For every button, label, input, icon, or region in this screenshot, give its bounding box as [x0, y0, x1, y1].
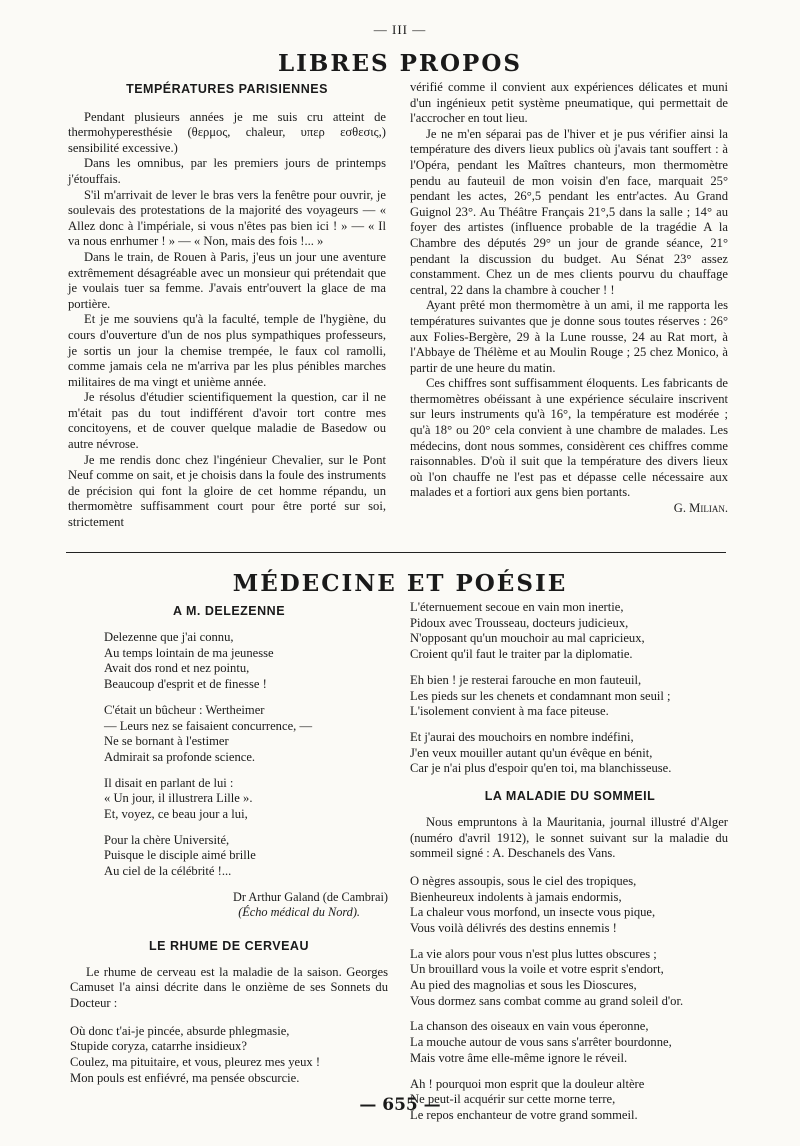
- stanza: [410, 1019, 730, 1066]
- paragraph: Ces chiffres sont suffisamment éloquents. Les fabricants de thermomètres obéissant à une expérience séculaire inscrivent sur leurs instruments qu'à 16°, la température est modérée ; qu'à 18° ou 20° cela convient à une chambre de malades. Les médecins, dont nous sommes, considèrent ces chiffres comme raisonnables. D'où il suit que la température des divers lieux où l'on chauffe ne l'est pas et dépasse celle nécessaire aux malades et a fortiori aux gens bien portants.: [410, 376, 728, 500]
- verse-line: Avait dos rond et nez pointu,: [104, 661, 250, 676]
- verse-line: Croient qu'il faut le traiter par la diplomatie.: [410, 647, 633, 662]
- libres-right-text: [410, 127, 728, 501]
- verse-line: — Leurs nez se faisaient concurrence, —: [104, 718, 313, 733]
- paragraph: Je me rendis donc chez l'ingénieur Chevalier, sur le Pont Neuf comme on sait, et je choisis dans la foule des instruments de précision qui font la gloire de cet homme répandu, un thermomètre suffisamment court pour être porté sur soi, strictement: [68, 452, 386, 530]
- verse-line: Stupide coryza, catarrhe insidieux?: [70, 1039, 247, 1054]
- sommeil-intro: Nous empruntons à la Mauritania, journal illustré d'Alger (numéro d'avril 1912), le sonnet suivant sur la maladie du sommeil signé : A. Deschanels des Vans.: [410, 815, 728, 861]
- rhume-title: LE RHUME DE CERVEAU: [149, 938, 309, 953]
- rhume-intro: Le rhume de cerveau est la maladie de la saison. Georges Camuset l'a ainsi décrite dans le onzième de ses Sonnets du Docteur :: [70, 964, 388, 1011]
- delezenne-poem: [70, 630, 388, 880]
- libres-right-column: [410, 80, 728, 517]
- temperatures-subtitle: TEMPÉRATURES PARISIENNES: [126, 82, 328, 96]
- verse-line: Et, voyez, ce beau jour a lui,: [104, 807, 248, 822]
- verse-line: Vous dormez sans combat comme au grand soleil d'or.: [410, 993, 684, 1008]
- verse-line: Eh bien ! je resterai farouche en mon fauteuil,: [410, 672, 642, 687]
- rhume-intro-wrap: [70, 965, 388, 1012]
- stanza: [70, 1024, 388, 1087]
- paragraph: Dans le train, de Rouen à Paris, j'eus un jour une aventure extrêmement désagréable avec un monsieur qui prétendait que je voulais tuer sa femme. J'avais entr'ouvert la glace de ma portière.: [68, 249, 386, 311]
- verse-line: O nègres assoupis, sous le ciel des tropiques,: [410, 873, 637, 888]
- delezenne-source: (Écho médical du Nord).: [238, 905, 360, 920]
- verse-line: Mais votre âme elle-même ignore le réveil.: [410, 1050, 628, 1065]
- paragraph: Je ne m'en séparai pas de l'hiver et je pus vérifier ainsi la température des divers lieux publics où j'avais tant souffert : à l'Opéra, pendant les Maîtres chanteurs, mon thermomètre pendu au fauteuil de mon voisin d'en face, marquait 25° pendant les actes, 26°,5 pendant les entr'actes. Au Grand Guignol 23°. Au Théâtre Français 21°,5 dans la salle ; 14° au foyer des artistes (influence probable de la tragédie A la Chambre des députés 29° un jour de grande séance, 21° pendant la discussion du budget. Au Sénat 23° assez constamment. Chez un de mes clients pourvu du chauffage central, 22 dans la chambre à coucher ! !: [410, 126, 728, 297]
- stanza: [410, 947, 730, 1010]
- verse-line: Il disait en parlant de lui :: [104, 775, 234, 790]
- medecine-poesie-title: MÉDECINE ET POÉSIE: [232, 570, 568, 597]
- stanza: [104, 630, 388, 693]
- verse-line: Ne peut-il acquérir sur cette morne terre,: [410, 1092, 616, 1107]
- stanza: [410, 874, 730, 937]
- paragraph: Dans les omnibus, par les premiers jours de printemps j'étouffais.: [68, 156, 386, 186]
- paragraph: Et je me souviens qu'à la faculté, temple de l'hygiène, du cours d'ouverture d'un de nos plus sympathiques professeurs, je sortis un jour la chemise trempée, le faux col ramolli, comme jamais cela ne m'arriva par les plus pénibles marches militaires de ma vingt et unième année.: [68, 312, 386, 389]
- verse-line: La mouche autour de vous sans s'arrêter bourdonne,: [410, 1035, 672, 1050]
- verse-line: « Un jour, il illustrera Lille ».: [104, 791, 253, 806]
- sommeil-intro-wrap: [410, 815, 728, 862]
- poetry-left-column: [70, 604, 388, 1096]
- verse-line: Puisque le disciple aimé brille: [104, 848, 256, 863]
- page-number: — 655 —: [359, 1095, 441, 1115]
- libres-left-text: [68, 110, 386, 531]
- paragraph: Ayant prêté mon thermomètre à un ami, il me rapporta les températures suivantes que je donne sous toutes réserves : 26° aux Folies-Bergère, 29 à la Lune rousse, 24 au Rat mort, à l'Abbaye de Thélème et au Moulin Rouge ; 25 chez Monico, à partir de une heure du matin.: [410, 298, 728, 375]
- sommeil-poem: [410, 874, 730, 1124]
- stanza: [104, 776, 388, 823]
- verse-line: Où donc t'ai-je pincée, absurde phlegmasie,: [70, 1023, 290, 1038]
- signature: G. Milian.: [673, 501, 728, 516]
- libres-propos-title: LIBRES PROPOS: [277, 50, 523, 77]
- verse-line: Les pieds sur les chenets et condamnant mon seuil ;: [410, 688, 671, 703]
- delezenne-author: Dr Arthur Galand (de Cambrai): [232, 889, 388, 904]
- verse-line: Au temps lointain de ma jeunesse: [104, 645, 274, 660]
- verse-line: Au pied des magnolias et sous les Dioscures,: [410, 978, 637, 993]
- paragraph: Je résolus d'étudier scientifiquement la question, car il ne m'était pas du tout indifférent d'avoir tort contre mes concitoyens, et de couver quelque maladie de Basedow ou autre névrose.: [68, 390, 386, 452]
- stanza: [410, 673, 730, 720]
- verse-line: Bienheureux indolents à jamais endormis,: [410, 889, 622, 904]
- verse-line: Le repos enchanteur de votre grand sommeil.: [410, 1107, 638, 1122]
- verse-line: Beaucoup d'esprit et de finesse !: [104, 677, 267, 692]
- verse-line: Admirait sa profonde science.: [104, 749, 256, 764]
- verse-line: Un brouillard vous la voile et votre esprit s'endort,: [410, 962, 664, 977]
- verse-line: Coulez, ma pituitaire, et vous, pleurez mes yeux !: [70, 1055, 321, 1070]
- verse-line: Car je n'ai plus d'espoir qu'en toi, ma blanchisseuse.: [410, 761, 672, 776]
- verse-line: Et j'aurai des mouchoirs en nombre indéfini,: [410, 729, 634, 744]
- verse-line: La chaleur vous morfond, un insecte vous pique,: [410, 905, 656, 920]
- section-divider: [66, 552, 726, 553]
- verse-line: Delezenne que j'ai connu,: [104, 630, 234, 644]
- page-header: — III —: [373, 22, 427, 37]
- poetry-right-column: [410, 600, 730, 1134]
- stanza: [410, 600, 730, 663]
- verse-line: C'était un bûcheur : Wertheimer: [104, 702, 265, 717]
- right-continuation: vérifié comme il convient aux expériences délicates et muni d'un ingénieux petit système pneumatique, qui permettait de l'accrocher en tout lieu.: [410, 80, 728, 126]
- paragraph: Pendant plusieurs années je me suis cru atteint de thermohyperesthésie (θερμος, chaleur, υπερ εσθεσις,) sensibilité excessive.): [68, 109, 386, 155]
- verse-line: Ah ! pourquoi mon esprit que la douleur altère: [410, 1076, 645, 1091]
- stanza: [104, 703, 388, 766]
- verse-line: Pour la chère Université,: [104, 832, 230, 847]
- rhume-stanzas: [410, 600, 730, 777]
- libres-left-column: [68, 82, 386, 531]
- verse-line: N'opposant qu'un mouchoir au mal capricieux,: [410, 631, 645, 646]
- sommeil-title: LA MALADIE DU SOMMEIL: [484, 789, 656, 804]
- stanza: [104, 833, 388, 880]
- verse-line: Mon pouls est enfiévré, ma pensée obscurcie.: [70, 1070, 300, 1085]
- verse-line: L'éternuement secoue en vain mon inertie,: [410, 600, 624, 614]
- verse-line: Ne se bornant à l'estimer: [104, 734, 229, 749]
- rhume-stanza-1: [70, 1024, 388, 1087]
- stanza: [410, 730, 730, 777]
- verse-line: La vie alors pour vous n'est plus luttes obscures ;: [410, 946, 657, 961]
- verse-line: Pidoux avec Trousseau, docteurs judicieux,: [410, 615, 629, 630]
- verse-line: Vous voilà délivrés des destins ennemis !: [410, 920, 617, 935]
- verse-line: J'en veux mouiller autant qu'un évêque en bénit,: [410, 745, 653, 760]
- verse-line: L'isolement convient à ma face piteuse.: [410, 704, 609, 719]
- verse-line: La chanson des oiseaux en vain vous éperonne,: [410, 1019, 649, 1034]
- delezenne-title: A M. DELEZENNE: [172, 604, 286, 618]
- verse-line: Au ciel de la célébrité !...: [104, 864, 232, 879]
- paragraph: S'il m'arrivait de lever le bras vers la fenêtre pour ouvrir, je soulevais des protestations de la majorité des voyageurs — « Allez donc à l'impériale, si vous n'êtes pas bien ici ! » — « Il va nous enrhumer ! » — « Non, mais des fois !... »: [68, 187, 386, 249]
